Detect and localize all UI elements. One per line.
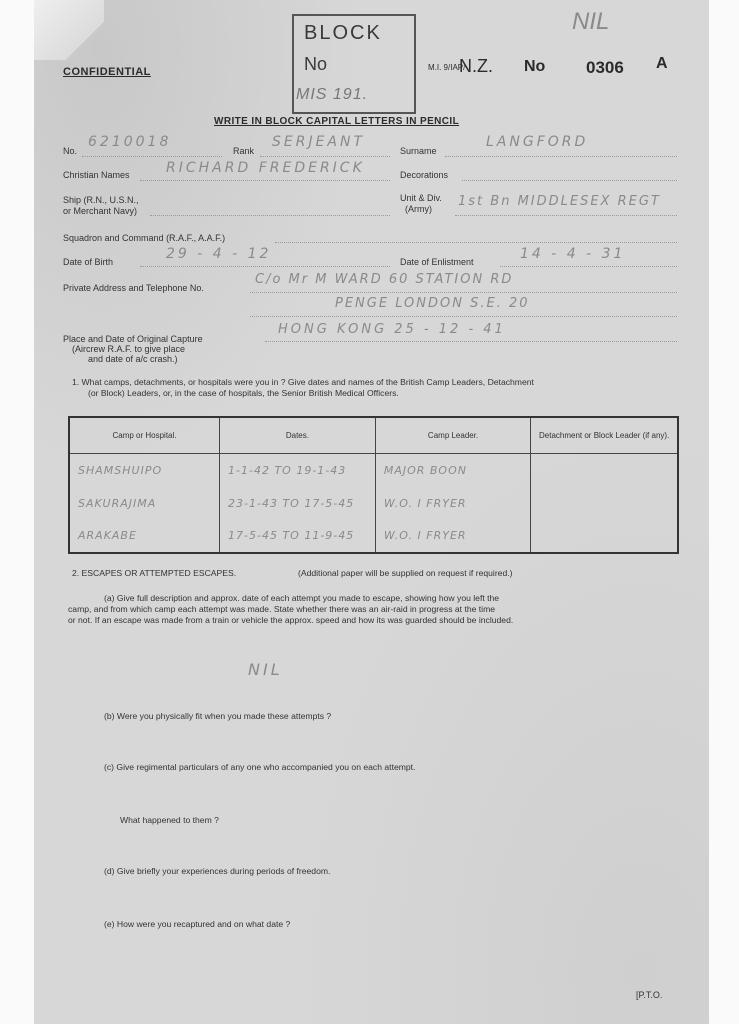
table-row <box>69 487 678 520</box>
address-line2: PENGE LONDON S.E. 20 <box>335 296 530 311</box>
dates-cell: 17-5-45 TO 11-9-45 <box>220 520 376 553</box>
q2c: (c) Give regimental particulars of any one who accompanied you on each attempt. <box>104 762 416 772</box>
stamp-handwritten-ref: MIS 191. <box>296 86 369 103</box>
unit-label-line1: Unit & Div. <box>400 193 442 203</box>
dates-cell: 23-1-43 TO 17-5-45 <box>220 487 376 520</box>
surname-label: Surname <box>400 146 437 156</box>
no-value: 6210018 <box>88 134 172 150</box>
capture-value: HONG KONG 25 - 12 - 41 <box>278 322 506 337</box>
col-header-camp: Camp or Hospital. <box>69 417 220 453</box>
q2a-answer: NIL <box>248 660 283 679</box>
enlistment-value: 14 - 4 - 31 <box>520 246 626 262</box>
enlistment-label: Date of Enlistment <box>400 257 474 267</box>
ship-label-line1: Ship (R.N., U.S.N., <box>63 195 139 205</box>
dob-label: Date of Birth <box>63 257 114 267</box>
rank-value: SERJEANT <box>272 134 366 150</box>
scan-margin-left <box>0 0 34 1024</box>
detachment-cell <box>531 520 678 553</box>
leader-cell: W.O. I FRYER <box>375 520 530 553</box>
leader-cell: MAJOR BOON <box>375 453 530 486</box>
form-nz: N.Z. <box>459 56 493 76</box>
no-label: No. <box>63 146 78 156</box>
q2d: (d) Give briefly your experiences during periods of freedom. <box>104 866 331 876</box>
camp-cell: ARAKABE <box>69 520 220 553</box>
christian-names-value: RICHARD FREDERICK <box>166 160 365 176</box>
form-number-value: 0306 <box>586 58 624 77</box>
q2-title-note: (Additional paper will be supplied on request if required.) <box>298 568 513 578</box>
camps-table <box>68 416 679 554</box>
table-row <box>69 520 678 553</box>
form-number-label: No <box>524 58 546 75</box>
instruction-heading: WRITE IN BLOCK CAPITAL LETTERS IN PENCIL <box>214 116 460 127</box>
decorations-label: Decorations <box>400 170 449 180</box>
form-code: M.I. 9/IAP/ <box>428 63 466 72</box>
stamp-block-text: BLOCK <box>304 22 382 44</box>
detachment-cell <box>531 487 678 520</box>
q1-line1: 1. What camps, detachments, or hospitals were you in ? Give dates and names of the British Camp Leaders, Detachment <box>72 377 534 387</box>
q1-line2: (or Block) Leaders, or, in the case of hospitals, the Senior British Medical Officers. <box>88 388 399 398</box>
address-line1: C/o Mr M WARD 60 STATION RD <box>255 272 514 287</box>
q2a-line2: camp, and from which camp each attempt was made. State whether there was an air-raid in progress at the time <box>68 604 496 614</box>
address-label: Private Address and Telephone No. <box>63 283 204 293</box>
camp-cell: SHAMSHUIPO <box>69 453 220 486</box>
christian-names-label: Christian Names <box>63 170 130 180</box>
dates-cell: 1-1-42 TO 19-1-43 <box>220 453 376 486</box>
capture-label-line1: Place and Date of Original Capture <box>63 334 203 344</box>
form-letter: A <box>656 55 668 72</box>
col-header-detachment-leader: Detachment or Block Leader (if any). <box>531 417 678 453</box>
q2a-line3: or not. If an escape was made from a train or vehicle the approx. speed and how its was guarded should be included. <box>68 615 514 625</box>
squadron-label: Squadron and Command (R.A.F., A.A.F.) <box>63 233 226 243</box>
handwritten-corner-note: NIL <box>572 8 610 35</box>
surname-value: LANGFORD <box>486 134 589 150</box>
q2-title: 2. ESCAPES OR ATTEMPTED ESCAPES. <box>72 568 237 578</box>
col-header-camp-leader: Camp Leader. <box>375 417 530 453</box>
pto-marker: [P.T.O. <box>636 990 663 1000</box>
ship-label-line2: or Merchant Navy) <box>63 206 138 216</box>
leader-cell: W.O. I FRYER <box>375 487 530 520</box>
capture-label-line3: and date of a/c crash.) <box>88 354 178 364</box>
confidential-marking: CONFIDENTIAL <box>63 66 151 78</box>
rank-label: Rank <box>233 146 255 156</box>
q2e: (e) How were you recaptured and on what date ? <box>104 919 291 929</box>
table-row <box>69 453 678 486</box>
dob-value: 29 - 4 - 12 <box>166 246 272 262</box>
camp-cell: SAKURAJIMA <box>69 487 220 520</box>
q2c-sub: What happened to them ? <box>120 815 219 825</box>
capture-label-line2: (Aircrew R.A.F. to give place <box>72 344 186 354</box>
detachment-cell <box>531 453 678 486</box>
unit-value: 1st Bn MIDDLESEX REGT <box>458 194 661 209</box>
col-header-dates: Dates. <box>220 417 376 453</box>
q2b: (b) Were you physically fit when you made these attempts ? <box>104 711 332 721</box>
scan-margin-right <box>709 0 739 1024</box>
q2a-line1: (a) Give full description and approx. date of each attempt you made to escape, showing how you left the <box>104 593 500 603</box>
unit-label-line2: (Army) <box>405 204 432 214</box>
stamp-no-text: No <box>304 54 328 74</box>
folded-corner <box>34 0 104 60</box>
